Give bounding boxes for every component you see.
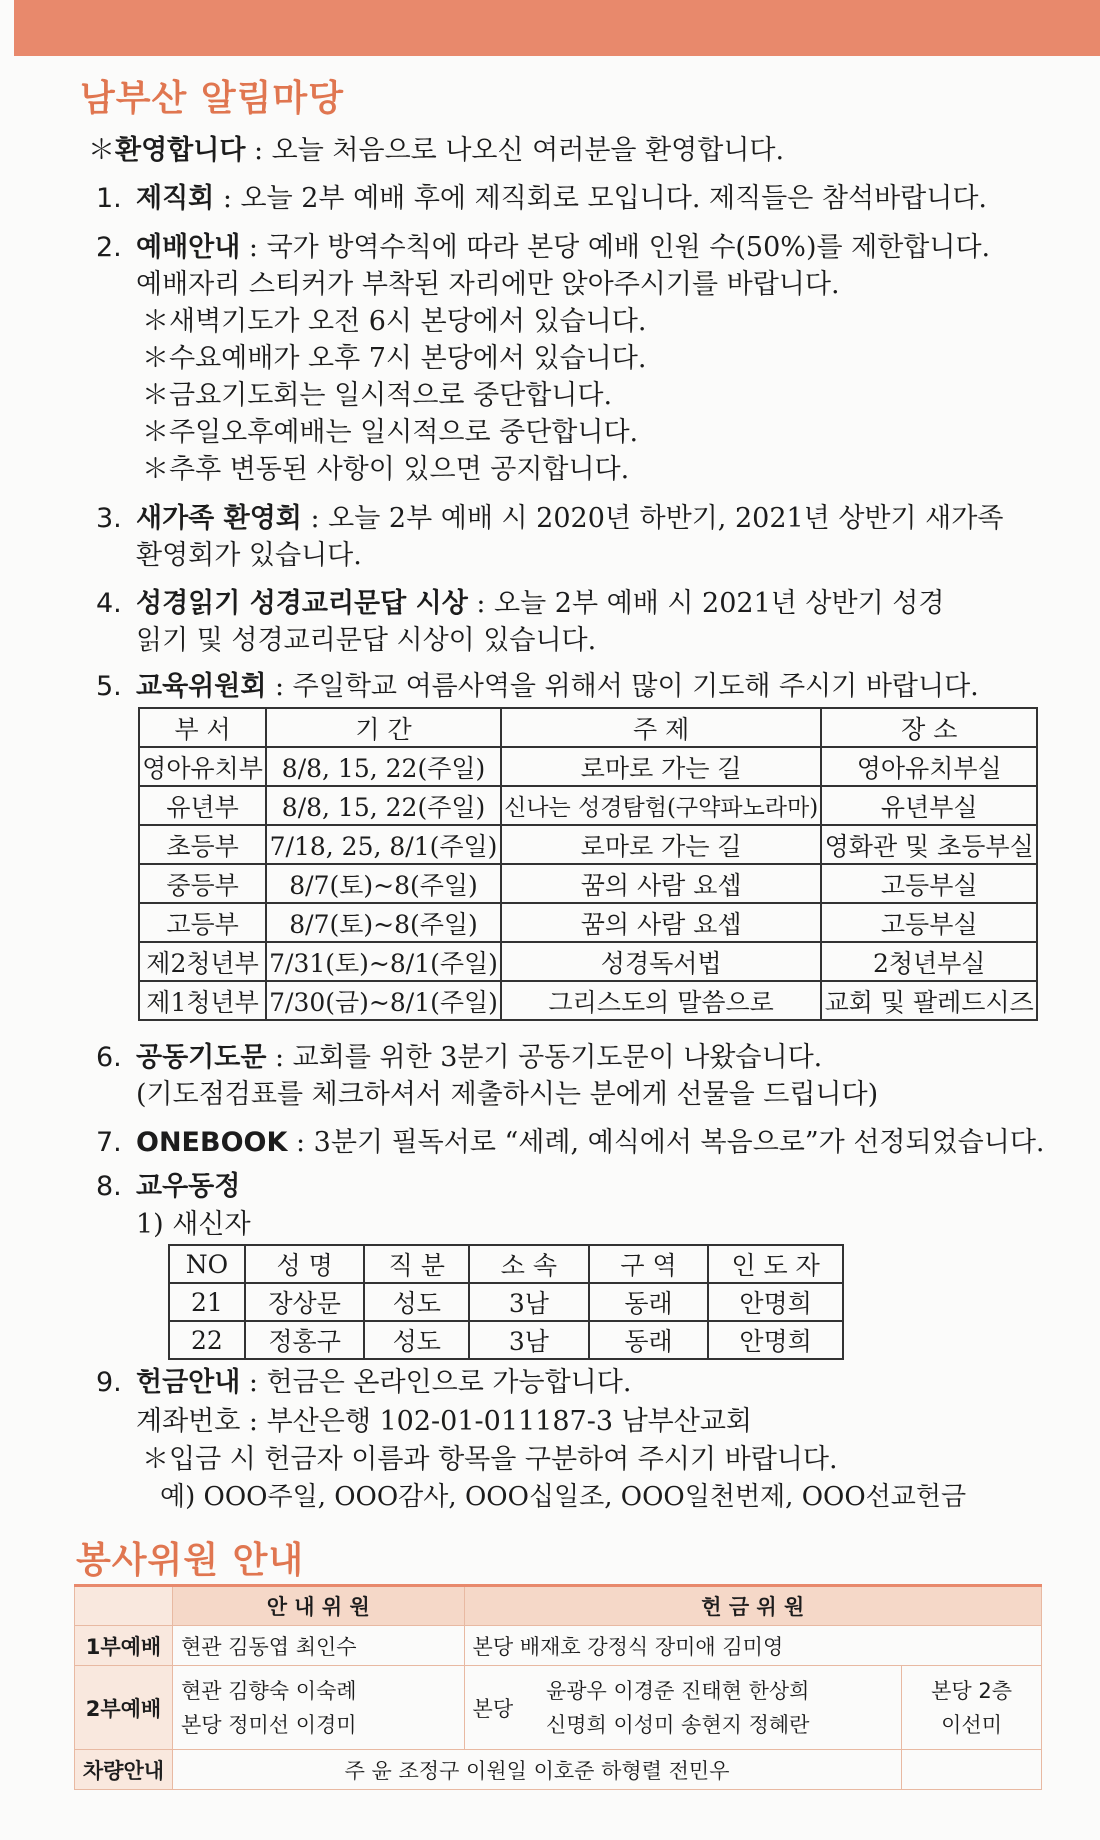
roster-header-row bbox=[75, 1586, 1042, 1626]
item-2-bullet: ＊추후 변동된 사항이 있으면 공지합니다. bbox=[142, 454, 630, 485]
new-member-table bbox=[168, 1244, 844, 1360]
table-cell: 8/8, 15, 22(주일) bbox=[266, 786, 501, 825]
offering-cell: 본당 배재호 강정식 장미애 김미영 bbox=[464, 1626, 1041, 1666]
item-number: 8. bbox=[96, 1171, 122, 1202]
header-color-bar bbox=[14, 0, 1100, 56]
notice-item-8 bbox=[96, 1168, 1056, 1205]
item-text: : 주일학교 여름사역을 위해서 많이 기도해 주시기 바랍니다. bbox=[266, 671, 979, 702]
roster-header-blank bbox=[75, 1586, 173, 1626]
table-cell: 동래 bbox=[589, 1321, 709, 1359]
table-cell: 로마로 가는 길 bbox=[501, 825, 822, 864]
item-keyword: 제직회 bbox=[136, 183, 215, 214]
table-row bbox=[139, 825, 1037, 864]
column-header: 성 명 bbox=[245, 1245, 365, 1283]
row-label: 차량안내 bbox=[75, 1750, 173, 1790]
notice-section-title: 남부산 알림마당 bbox=[80, 78, 344, 119]
item-number: 6. bbox=[96, 1042, 122, 1073]
item-keyword: 헌금안내 bbox=[136, 1367, 241, 1398]
item-text: : 3분기 필독서로 “세례, 예식에서 복음으로”가 선정되었습니다. bbox=[287, 1127, 1045, 1158]
row-label: 2부예배 bbox=[75, 1666, 173, 1750]
table-cell: 로마로 가는 길 bbox=[501, 747, 822, 786]
item-number: 4. bbox=[96, 588, 122, 619]
item-text: : 교회를 위한 3분기 공동기도문이 나왔습니다. bbox=[266, 1042, 823, 1073]
item-text: : 오늘 2부 예배 시 2021년 상반기 성경 bbox=[467, 588, 945, 619]
item-number: 2. bbox=[96, 232, 122, 263]
table-cell: 중등부 bbox=[139, 864, 266, 903]
account-number: 계좌번호 : 부산은행 102-01-011187-3 남부산교회 bbox=[136, 1406, 752, 1437]
item-6-line2: (기도점검표를 체크하셔서 제출하시는 분에게 선물을 드립니다) bbox=[136, 1079, 879, 1110]
item-text: : 오늘 2부 예배 시 2020년 하반기, 2021년 상반기 새가족 bbox=[301, 503, 1004, 534]
item-3-line2: 환영회가 있습니다. bbox=[136, 540, 362, 571]
notice-item-1 bbox=[96, 180, 1056, 217]
column-header: 부 서 bbox=[139, 708, 266, 747]
column-header: 인 도 자 bbox=[708, 1245, 843, 1283]
item-2-bullet: ＊금요기도회는 일시적으로 중단합니다. bbox=[142, 380, 613, 411]
table-cell: 유년부실 bbox=[821, 786, 1037, 825]
guide-line: 현관 김향숙 이숙례 bbox=[180, 1678, 357, 1703]
item-keyword: ONEBOOK bbox=[136, 1127, 288, 1158]
item-text: : 오늘 2부 예배 후에 제직회로 모입니다. 제직들은 참석바랍니다. bbox=[214, 183, 987, 214]
table-cell: 제2청년부 bbox=[139, 942, 266, 981]
table-cell: 꿈의 사람 요셉 bbox=[501, 903, 822, 942]
item-number: 3. bbox=[96, 503, 122, 534]
table-cell: 영화관 및 초등부실 bbox=[821, 825, 1037, 864]
column-header: 주 제 bbox=[501, 708, 822, 747]
table-cell: 고등부실 bbox=[821, 864, 1037, 903]
notice-item-6 bbox=[96, 1039, 1056, 1076]
table-row bbox=[169, 1321, 843, 1359]
item-keyword: 교육위원회 bbox=[136, 671, 267, 702]
table-header-row bbox=[139, 708, 1037, 747]
notice-item-7 bbox=[96, 1124, 1056, 1161]
offering-example: 예) OOO주일, OOO감사, OOO십일조, OOO일천번제, OOO선교헌금 bbox=[160, 1482, 967, 1512]
notice-item-9 bbox=[96, 1364, 1056, 1401]
table-cell: 8/7(토)~8(주일) bbox=[266, 903, 501, 942]
column-header: NO bbox=[169, 1245, 245, 1283]
guide-header: 안 내 위 원 bbox=[172, 1586, 464, 1626]
guide-cell bbox=[172, 1666, 464, 1750]
table-cell: 정홍구 bbox=[245, 1321, 365, 1359]
table-cell: 제1청년부 bbox=[139, 981, 266, 1020]
table-cell: 유년부 bbox=[139, 786, 266, 825]
table-cell: 초등부 bbox=[139, 825, 266, 864]
guide-cell: 현관 김동엽 최인수 bbox=[172, 1626, 464, 1666]
item-keyword: 교우동정 bbox=[136, 1171, 241, 1202]
table-row bbox=[139, 747, 1037, 786]
column-header: 직 분 bbox=[364, 1245, 469, 1283]
table-cell: 동래 bbox=[589, 1283, 709, 1321]
table-row bbox=[139, 981, 1037, 1020]
offering-line: 신명희 이성미 송현지 정혜란 bbox=[545, 1712, 810, 1737]
table-row bbox=[169, 1283, 843, 1321]
item-number: 1. bbox=[96, 183, 122, 214]
roster-row-service1 bbox=[75, 1626, 1042, 1666]
offering-line: 윤광우 이경준 진태현 한상희 bbox=[545, 1678, 810, 1703]
welcome-text: : 오늘 처음으로 나오신 여러분을 환영합니다. bbox=[245, 135, 785, 166]
offering-cell bbox=[538, 1666, 902, 1750]
table-row bbox=[139, 786, 1037, 825]
table-cell: 고등부 bbox=[139, 903, 266, 942]
item-2-bullet: ＊수요예배가 오후 7시 본당에서 있습니다. bbox=[142, 343, 647, 374]
table-header-row bbox=[169, 1245, 843, 1283]
table-cell: 성도 bbox=[364, 1283, 469, 1321]
table-row bbox=[139, 864, 1037, 903]
table-cell: 장상문 bbox=[245, 1283, 365, 1321]
table-cell: 교회 및 팔레드시즈 bbox=[821, 981, 1037, 1020]
item-number: 5. bbox=[96, 671, 122, 702]
item-2-line2: 예배자리 스티커가 부착된 자리에만 앉아주시기를 바랍니다. bbox=[136, 269, 840, 300]
table-cell: 8/8, 15, 22(주일) bbox=[266, 747, 501, 786]
item-2-bullet: ＊주일오후예배는 일시적으로 중단합니다. bbox=[142, 417, 639, 448]
table-cell: 3남 bbox=[469, 1321, 589, 1359]
item-number: 7. bbox=[96, 1127, 122, 1158]
table-cell: 3남 bbox=[469, 1283, 589, 1321]
notice-item-2 bbox=[96, 229, 1056, 266]
table-cell: 안명희 bbox=[708, 1321, 843, 1359]
table-cell: 신나는 성경탐험(구약파노라마) bbox=[501, 786, 822, 825]
notice-item-4 bbox=[96, 585, 1056, 622]
offering-extra-cell bbox=[902, 1666, 1042, 1750]
service-section-title: 봉사위원 안내 bbox=[76, 1540, 305, 1581]
column-header: 기 간 bbox=[266, 708, 501, 747]
table-cell: 그리스도의 말씀으로 bbox=[501, 981, 822, 1020]
column-header: 소 속 bbox=[469, 1245, 589, 1283]
offering-line: 이선미 bbox=[941, 1712, 1002, 1737]
table-row bbox=[139, 903, 1037, 942]
notice-item-3 bbox=[96, 500, 1056, 537]
table-cell: 안명희 bbox=[708, 1283, 843, 1321]
table-cell: 영아유치부실 bbox=[821, 747, 1037, 786]
table-cell: 2청년부실 bbox=[821, 942, 1037, 981]
table-cell: 7/31(토)~8/1(주일) bbox=[266, 942, 501, 981]
notice-item-5 bbox=[96, 668, 1056, 705]
welcome-paragraph bbox=[88, 132, 1048, 169]
education-schedule-table bbox=[138, 707, 1038, 1021]
item-keyword: 새가족 환영회 bbox=[136, 503, 302, 534]
guide-line: 본당 정미선 이경미 bbox=[180, 1712, 357, 1737]
offering-line: 본당 2층 bbox=[931, 1678, 1013, 1703]
item-8-subtitle: 1) 새신자 bbox=[136, 1209, 251, 1240]
item-text: : 국가 방역수칙에 따라 본당 예배 인원 수(50%)를 제한합니다. bbox=[240, 232, 991, 263]
offering-note: ＊입금 시 헌금자 이름과 항목을 구분하여 주시기 바랍니다. bbox=[142, 1444, 838, 1475]
table-cell: 고등부실 bbox=[821, 903, 1037, 942]
table-cell: 7/18, 25, 8/1(주일) bbox=[266, 825, 501, 864]
item-4-line2: 읽기 및 성경교리문답 시상이 있습니다. bbox=[136, 625, 597, 656]
item-keyword: 공동기도문 bbox=[136, 1042, 267, 1073]
roster-row-service2 bbox=[75, 1666, 1042, 1750]
column-header: 구 역 bbox=[589, 1245, 709, 1283]
table-cell: 22 bbox=[169, 1321, 245, 1359]
item-keyword: 예배안내 bbox=[136, 232, 241, 263]
row-label: 1부예배 bbox=[75, 1626, 173, 1666]
table-cell: 꿈의 사람 요셉 bbox=[501, 864, 822, 903]
service-roster-table bbox=[74, 1584, 1042, 1790]
vehicle-cell: 주 윤 조정구 이원일 이호준 하형렬 전민우 bbox=[172, 1750, 901, 1790]
offering-header: 헌 금 위 원 bbox=[464, 1586, 1041, 1626]
item-number: 9. bbox=[96, 1367, 122, 1398]
item-keyword: 성경읽기 성경교리문답 시상 bbox=[136, 588, 468, 619]
roster-row-vehicle bbox=[75, 1750, 1042, 1790]
table-cell: 성경독서법 bbox=[501, 942, 822, 981]
item-text: : 헌금은 온라인으로 가능합니다. bbox=[240, 1367, 632, 1398]
table-cell: 영아유치부 bbox=[139, 747, 266, 786]
blank-cell bbox=[902, 1750, 1042, 1790]
offering-place: 본당 bbox=[464, 1666, 538, 1750]
table-cell: 성도 bbox=[364, 1321, 469, 1359]
table-cell: 21 bbox=[169, 1283, 245, 1321]
item-2-bullet: ＊새벽기도가 오전 6시 본당에서 있습니다. bbox=[142, 306, 647, 337]
column-header: 장 소 bbox=[821, 708, 1037, 747]
table-row bbox=[139, 942, 1037, 981]
table-cell: 7/30(금)~8/1(주일) bbox=[266, 981, 501, 1020]
welcome-keyword: 환영합니다 bbox=[115, 135, 246, 166]
table-cell: 8/7(토)~8(주일) bbox=[266, 864, 501, 903]
asterisk-mark: ＊ bbox=[88, 135, 115, 166]
